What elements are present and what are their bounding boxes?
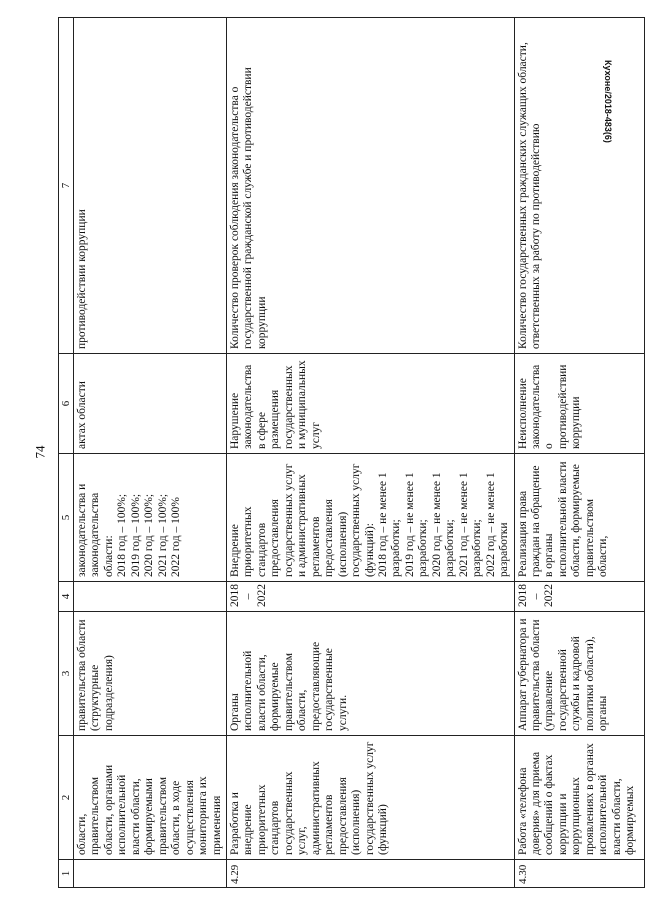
years-cell	[74, 582, 227, 612]
page-number: 74	[32, 445, 48, 459]
measures-table	[58, 17, 645, 888]
table-row	[74, 18, 227, 888]
table-row	[226, 18, 514, 888]
indicator-cell: законодательства и законодательства области: 2018 год – 100%; 2019 год – 100%; 2020 год – 100%; 2021 год – 100%; 2022 год – 100%	[74, 454, 227, 582]
years-cell: 2018 – 2022	[226, 582, 514, 612]
header-cell-7: 7	[59, 18, 74, 354]
risk-cell: актах области	[74, 354, 227, 454]
header-cell-2: 2	[59, 736, 74, 860]
document-code: Кухоне/2018-483(6)	[603, 60, 613, 143]
header-cell-3: 3	[59, 612, 74, 736]
risk-cell: Нарушение законодательства в сфере размещения государственных и муниципальных услуг	[226, 354, 514, 454]
action-cell: области, правительством области, органами исполнительной власти области, формируемыми правительством области, в ходе осуществления мониторинга их применения	[74, 736, 227, 860]
header-cell-5: 5	[59, 454, 74, 582]
row-number	[74, 860, 227, 888]
indicator-cell: Реализация права граждан на обращение в органы исполнительной власти области, формируемые правительством области,	[514, 454, 644, 582]
row-number: 4.30	[514, 860, 644, 888]
header-cell-4: 4	[59, 582, 74, 612]
control-cell: противодействии коррупции	[74, 18, 227, 354]
executor-cell: Органы исполнительной власти области, формируемые правительством области, предоставляющие государственные услуги.	[226, 612, 514, 736]
years-cell: 2018 – 2022	[514, 582, 644, 612]
indicator-cell: Внедрение приоритетных стандартов предоставления государственных услуг и административных регламентов предоставления (исполнения) государственных услуг (функций): 2018 год – не менее 1 разработки; 2019 год – не менее 1 разработки; 2020 год – не менее 1 разработки; 2021 год – не менее 1 разработки; 2022 год – не менее 1 разработки	[226, 454, 514, 582]
header-cell-6: 6	[59, 354, 74, 454]
action-cell: Разработка и внедрение приоритетных стандартов государственных услуг, административных регламентов предоставления (исполнения) государственных услуг (функций)	[226, 736, 514, 860]
control-cell: Количество государственных гражданских служащих области, ответственных за работу по противодействию	[514, 18, 644, 354]
executor-cell: правительства области (структурные подразделения)	[74, 612, 227, 736]
row-number: 4.29	[226, 860, 514, 888]
header-cell-1: 1	[59, 860, 74, 888]
risk-cell: Неисполнение законодательства о противодействии коррупции	[514, 354, 644, 454]
control-cell: Количество проверок соблюдения законодательства о государственной гражданской службе и противодействии коррупции	[226, 18, 514, 354]
table-row	[514, 18, 644, 888]
header-row	[59, 18, 74, 888]
action-cell: Работа «телефона доверия» для приема сообщений о фактах коррупции и коррупционных проявлениях в органах исполнительной власти области, формируемых	[514, 736, 644, 860]
executor-cell: Аппарат губернатора и правительства области (управление государственной службы и кадровой политики области), органы	[514, 612, 644, 736]
